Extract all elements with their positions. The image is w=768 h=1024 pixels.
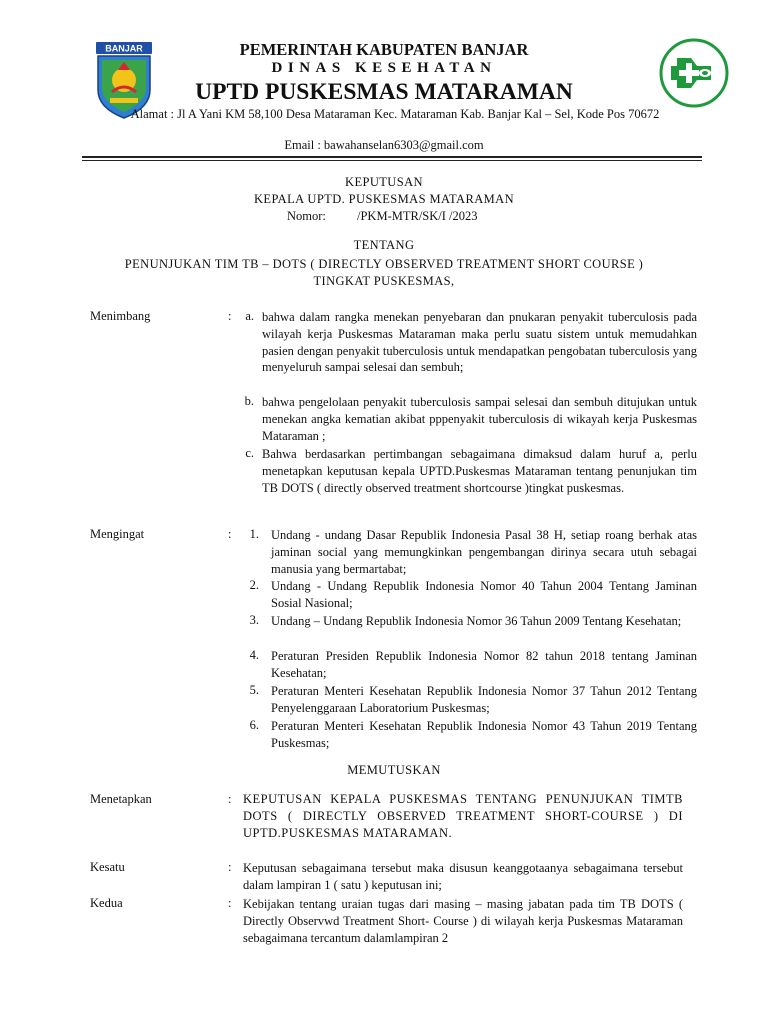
mengingat-colon: : [228, 527, 232, 541]
menimbang-label: Menimbang [90, 309, 151, 323]
kesatu-label: Kesatu [90, 860, 125, 874]
mengingat-item-1: Undang - undang Dasar Republik Indonesia Pasal 38 H, setiap roang berhak atas jaminan social yang memungkinkan pengembangan dirinya secara utuh sebagai manusia yang bermartabat; [271, 528, 697, 576]
mengingat-item-3: Undang – Undang Republik Indonesia Nomor 36 Tahun 2009 Tentang Kesehatan; [271, 614, 682, 628]
menimbang-item-c: Bahwa berdasarkan pertimbangan sebagaimana dimaksud dalam huruf a, perlu menetapkan keputusan kepala UPTD.Puskesmas Mataraman tentang penunjukan tim TB DOTS ( directly observed treatment shortcourse )tingkat puskesmas. [262, 447, 697, 495]
mengingat-marker-6: 6. [249, 718, 259, 732]
decree-tentang: TENTANG [353, 238, 415, 252]
decree-issuer: KEPALA UPTD. PUSKESMAS MATARAMAN [254, 192, 514, 206]
mengingat-item-6: Peraturan Menteri Kesehatan Republik Indonesia Nomor 43 Tahun 2019 Tentang Puskesmas; [271, 719, 697, 750]
logo-left-text: BANJAR [105, 43, 143, 54]
menimbang-marker-c: c. [245, 446, 254, 460]
decree-type: KEPUTUSAN [345, 175, 423, 189]
unit-title: UPTD PUSKESMAS MATARAMAN [195, 79, 573, 105]
decree-number-value: /PKM-MTR/SK/I /2023 [357, 209, 478, 223]
mengingat-marker-5: 5. [249, 683, 259, 697]
decree-subject-line-1: PENUNJUKAN TIM TB – DOTS ( DIRECTLY OBSERVED TREATMENT SHORT COURSE ) [124, 257, 644, 271]
mengingat-item-4: Peraturan Presiden Republik Indonesia Nomor 82 tahun 2018 tentang Jaminan Kesehatan; [271, 649, 697, 680]
email-line: Email : bawahanselan6303@gmail.com [284, 138, 484, 152]
decree-number-label: Nomor: [287, 209, 326, 223]
kesatu-text: Keputusan sebagaimana tersebut maka disusun keanggotaanya sebagaimana tersebut dalam lampiran 1 ( satu ) keputusan ini; [243, 861, 683, 892]
mengingat-item-2: Undang - Undang Republik Indonesia Nomor 40 Tahun 2004 Tentang Jaminan Sosial Nasional; [271, 579, 697, 610]
mengingat-marker-2: 2. [249, 578, 259, 592]
menetapkan-text: KEPUTUSAN KEPALA PUSKESMAS TENTANG PENUNJUKAN TIMTB DOTS ( DIRECTLY OBSERVED TREATMENT SHORT-COURSE ) DI UPTD.PUSKESMAS MATARAMAN. [243, 792, 683, 840]
mengingat-label: Mengingat [90, 527, 145, 541]
department-title: DINAS KESEHATAN [271, 60, 497, 76]
mengingat-marker-1: 1. [249, 527, 259, 541]
kedua-colon: : [228, 896, 232, 910]
menimbang-marker-b: b. [244, 394, 254, 408]
mengingat-marker-3: 3. [249, 613, 259, 627]
menimbang-item-a: bahwa dalam rangka menekan penyebaran dan pnukaran penyakit tuberculosis pada wilayah kerja Puskesmas Mataraman maka perlu suatu sistem untuk memudahkan pasien dengan penyakit tuberculosis untuk mendapatkan pengobatan tuberculosis yang menyeluruh sampai selesai dan sembuh; [262, 310, 697, 375]
mengingat-marker-4: 4. [249, 648, 259, 662]
letterhead-divider-thin [82, 160, 702, 161]
decree-subject-line-2: TINGKAT PUSKESMAS, [313, 274, 455, 288]
menimbang-item-b: bahwa pengelolaan penyakit tuberculosis sampai selesai dan sembuh ditujukan untuk menekan angka kematian akibat pppenyakit tuberculosis di wikayah kerja Puskesmas Mataraman ; [262, 395, 697, 443]
mengingat-item-5: Peraturan Menteri Kesehatan Republik Indonesia Nomor 37 Tahun 2012 Tentang Penyelenggaraan Laboratorium Puskesmas; [271, 684, 697, 715]
menimbang-colon: : [228, 309, 232, 323]
menetapkan-colon: : [228, 792, 232, 806]
kedua-text: Kebijakan tentang uraian tugas dari masing – masing jabatan pada tim TB DOTS ( Directly Observwd Treatment Short- Course ) di wilayah kerja Puskesmas Mataraman sebagaimana tercantum dalamlampiran 2 [243, 897, 683, 945]
address-line: Alamat : Jl A Yani KM 58,100 Desa Mataraman Kec. Mataraman Kab. Banjar Kal – Sel, Kode Pos 70672 [130, 107, 660, 121]
kesatu-colon: : [228, 860, 232, 874]
menimbang-marker-a: a. [245, 309, 254, 323]
kedua-label: Kedua [90, 896, 123, 910]
menetapkan-label: Menetapkan [90, 792, 152, 806]
letterhead-divider [82, 156, 702, 158]
government-title: PEMERINTAH KABUPATEN BANJAR [239, 40, 529, 59]
memutuskan-heading: MEMUTUSKAN [347, 763, 441, 777]
